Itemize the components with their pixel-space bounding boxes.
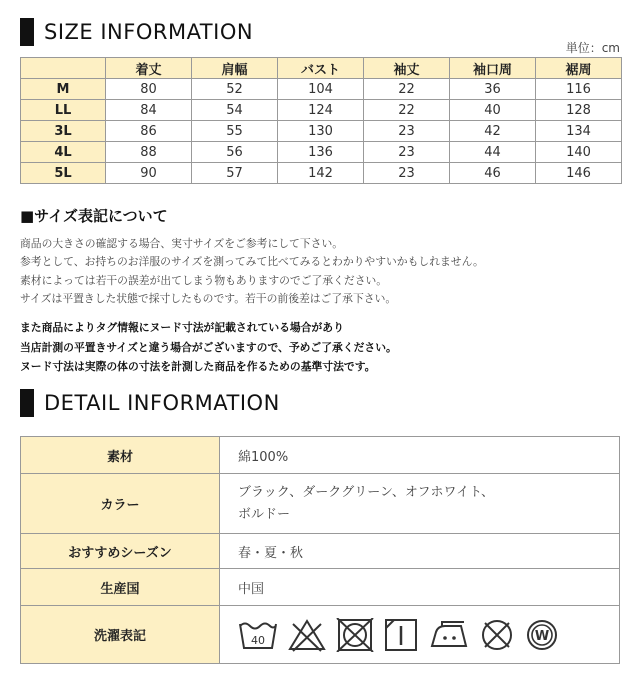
table-cell: 90: [106, 163, 192, 184]
detail-label: 生産国: [21, 569, 220, 606]
table-cell: 56: [192, 142, 278, 163]
table-cell: 136: [278, 142, 364, 163]
no-dry-clean-icon: [479, 618, 515, 652]
detail-label: 素材: [21, 437, 220, 474]
column-header: 肩幅: [192, 58, 278, 79]
note-bold-line: また商品によりタグ情報にヌード寸法が記載されている場合があり: [20, 321, 344, 334]
note-bold-line: 当店計測の平置きサイズと違う場合がございますので、予めご了承ください。: [20, 340, 397, 354]
size-label: 4L: [21, 142, 106, 163]
table-row: [21, 142, 622, 163]
column-header: 袖丈: [364, 58, 450, 79]
table-cell: 140: [536, 142, 622, 163]
size-table: [20, 57, 622, 184]
detail-table: [20, 436, 620, 664]
line-dry-shade-icon: [383, 618, 419, 652]
table-cell: 146: [536, 163, 622, 184]
size-label: LL: [21, 100, 106, 121]
color-line: ブラック、ダークグリーン、オフホワイト、: [238, 484, 494, 500]
column-header: 着丈: [106, 58, 192, 79]
size-label: 3L: [21, 121, 106, 142]
table-cell: 104: [278, 79, 364, 100]
note-line: サイズは平置きした状態で採寸したものです。若干の前後差はご了承下さい。: [20, 292, 397, 306]
detail-value: 春・夏・秋: [220, 534, 620, 569]
detail-section-title: DETAIL INFORMATION: [44, 391, 280, 415]
no-tumble-dry-icon: [336, 618, 374, 652]
section-marker: [20, 18, 34, 46]
column-header: 裾周: [536, 58, 622, 79]
section-marker: [20, 389, 34, 417]
detail-label: おすすめシーズン: [21, 534, 220, 569]
note-line: 商品の大きさの確認する場合、実寸サイズをご参考にして下さい。: [20, 237, 344, 250]
iron-medium-icon: [428, 618, 470, 652]
table-cell: 40: [450, 100, 536, 121]
table-cell: 80: [106, 79, 192, 100]
table-cell: 22: [364, 79, 450, 100]
size-section-header: [20, 18, 253, 46]
table-cell: 46: [450, 163, 536, 184]
table-cell: 23: [364, 121, 450, 142]
table-cell: 55: [192, 121, 278, 142]
detail-value: 中国: [220, 569, 620, 606]
detail-value: 綿100%: [220, 437, 620, 474]
column-header: バスト: [278, 58, 364, 79]
table-cell: 52: [192, 79, 278, 100]
detail-row-material: [21, 437, 620, 474]
table-cell: 42: [450, 121, 536, 142]
unit-label: 単位：cm: [565, 41, 620, 55]
nude-size-notes: [20, 318, 397, 377]
size-notes-title: ■サイズ表記について: [20, 207, 168, 225]
table-cell: 84: [106, 100, 192, 121]
wash-temp-label: 40: [251, 633, 265, 647]
table-cell: 57: [192, 163, 278, 184]
table-cell: 130: [278, 121, 364, 142]
detail-row-season: [21, 534, 620, 569]
column-header: 袖口周: [450, 58, 536, 79]
note-bold-line: ヌード寸法は実際の体の寸法を計測した商品を作るための基準寸法です。: [20, 360, 376, 373]
table-cell: 22: [364, 100, 450, 121]
note-line: 参考として、お持ちのお洋服のサイズを測ってみて比べてみるとわかりやすいかもしれません。: [20, 255, 484, 269]
note-line: 素材によっては若干の誤差が出てしまう物もありますのでご了承ください。: [20, 273, 388, 287]
table-cell: 36: [450, 79, 536, 100]
table-row: [21, 79, 622, 100]
table-row: [21, 121, 622, 142]
detail-row-care: [21, 606, 620, 664]
table-row: [21, 163, 622, 184]
size-label: 5L: [21, 163, 106, 184]
size-section-title: SIZE INFORMATION: [44, 20, 254, 44]
table-cell: 54: [192, 100, 278, 121]
size-label: M: [21, 79, 106, 100]
color-line: ボルドー: [238, 506, 291, 522]
detail-value: [220, 474, 620, 534]
table-cell: 116: [536, 79, 622, 100]
size-table-header-row: [21, 58, 622, 79]
table-cell: 124: [278, 100, 364, 121]
table-cell: 88: [106, 142, 192, 163]
table-cell: 142: [278, 163, 364, 184]
size-notes: [20, 235, 484, 309]
no-bleach-icon: [287, 618, 327, 652]
detail-row-origin: [21, 569, 620, 606]
size-table-corner: [21, 58, 106, 79]
detail-label: 洗濯表記: [21, 606, 220, 664]
table-cell: 23: [364, 163, 450, 184]
table-cell: 128: [536, 100, 622, 121]
care-symbols: [220, 606, 620, 664]
wet-clean-letter: W: [534, 628, 550, 644]
detail-label: カラー: [21, 474, 220, 534]
wet-clean-icon: [524, 618, 560, 652]
wash-40-icon: [238, 618, 278, 652]
detail-section-header: [20, 389, 280, 417]
table-row: [21, 100, 622, 121]
table-cell: 134: [536, 121, 622, 142]
detail-row-color: [21, 474, 620, 534]
table-cell: 44: [450, 142, 536, 163]
table-cell: 86: [106, 121, 192, 142]
table-cell: 23: [364, 142, 450, 163]
